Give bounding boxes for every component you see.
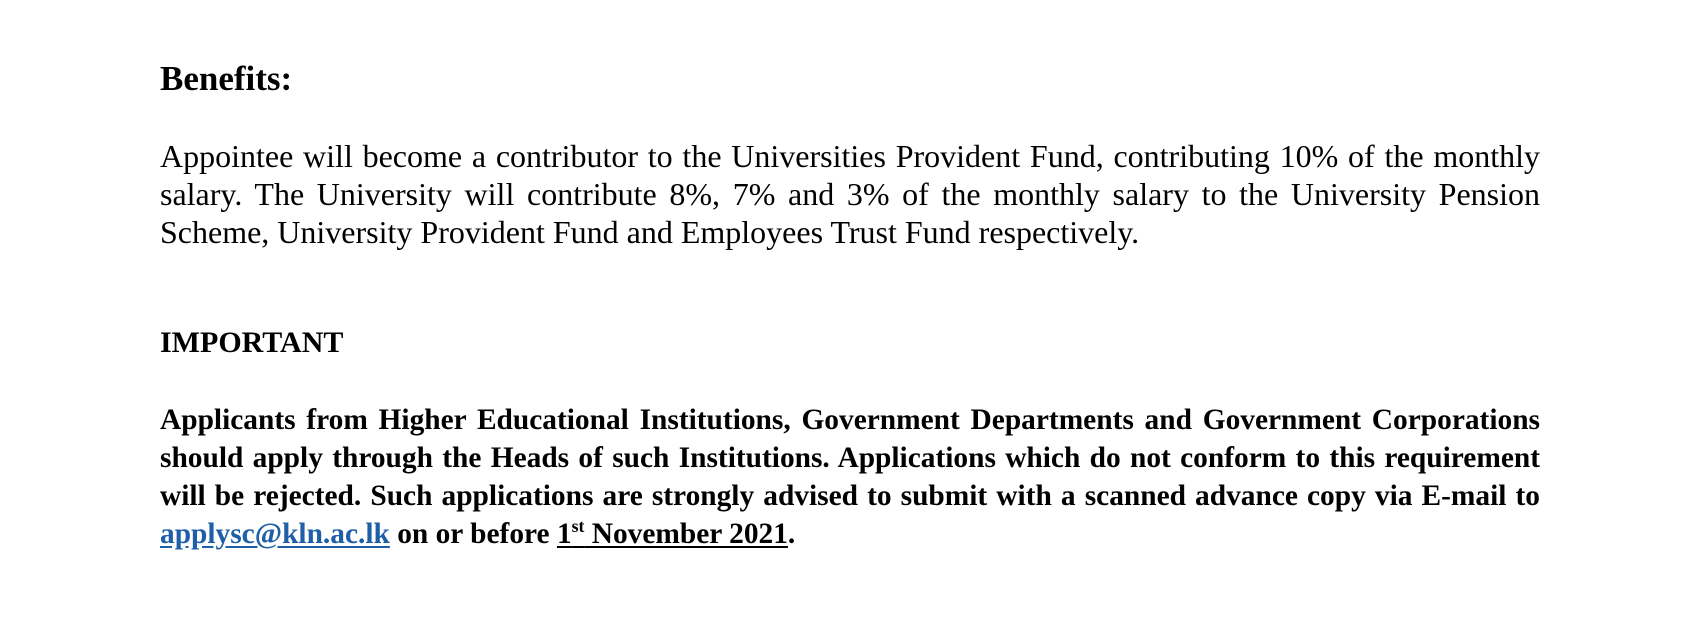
application-email-link[interactable]: applysc@kln.ac.lk — [160, 518, 390, 550]
important-paragraph — [160, 401, 1540, 553]
on-or-before-text: on or before — [389, 518, 557, 550]
deadline-day: 1 — [556, 518, 572, 550]
important-paragraph-text: Applicants from Higher Educational Institutions, Government Departments and Government Corporations should apply through the Heads of such Institutions. Applications which do not conform to this requirement will be rejected. Such applications are strongly advised to submit with a scanned advance copy via E-mail to — [160, 404, 1540, 512]
deadline-ordinal-suffix: st — [571, 516, 585, 537]
deadline-month-year: November 2021 — [584, 518, 788, 550]
deadline-date — [557, 518, 788, 550]
important-heading: IMPORTANT — [160, 326, 344, 359]
benefits-paragraph: Appointee will become a contributor to the Universities Provident Fund, contributing 10% of the monthly salary. The University will contribute 8%, 7% and 3% of the monthly salary to the University Pension Scheme, University Provident Fund and Employees Trust Fund respectively. — [160, 138, 1540, 250]
end-punctuation: . — [787, 518, 796, 550]
benefits-heading: Benefits: — [160, 59, 293, 98]
